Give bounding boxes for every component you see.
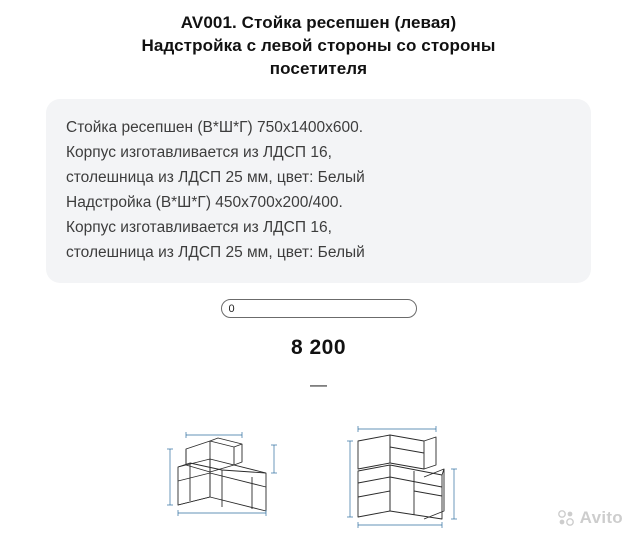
quantity-input[interactable]: [221, 299, 417, 318]
description-card: [46, 99, 591, 284]
avito-logo-icon: [557, 509, 575, 527]
page-title-line-1: AV001. Стойка ресепшен (левая): [180, 13, 457, 32]
description-line: Корпус изготавливается из ЛДСП 16,: [66, 219, 332, 237]
separator-dash: —: [310, 375, 327, 395]
description-line: столешница из ЛДСП 25 мм, цвет: Белый: [66, 169, 365, 187]
page-title: [0, 0, 637, 81]
page-title-line-2: Надстройка с левой стороны со стороны: [141, 35, 496, 55]
description-line: Стойка ресепшен (В*Ш*Г) 750х1400х600.: [66, 118, 364, 136]
reception-desk-elevation-icon: [332, 415, 482, 535]
price-value: 8 200: [290, 336, 347, 360]
technical-drawings: [0, 415, 637, 535]
watermark-text: Avito: [579, 508, 623, 527]
page-title-line-3: посетителя: [269, 58, 368, 78]
watermark: [557, 508, 623, 528]
description-line: Надстройка (В*Ш*Г) 450х700х200/400.: [66, 194, 343, 212]
description-line: столешница из ЛДСП 25 мм, цвет: Белый: [66, 244, 365, 262]
description-line: Корпус изготавливается из ЛДСП 16,: [66, 143, 332, 161]
quantity-row: [0, 299, 637, 318]
reception-desk-drawing-icon: [156, 415, 306, 535]
